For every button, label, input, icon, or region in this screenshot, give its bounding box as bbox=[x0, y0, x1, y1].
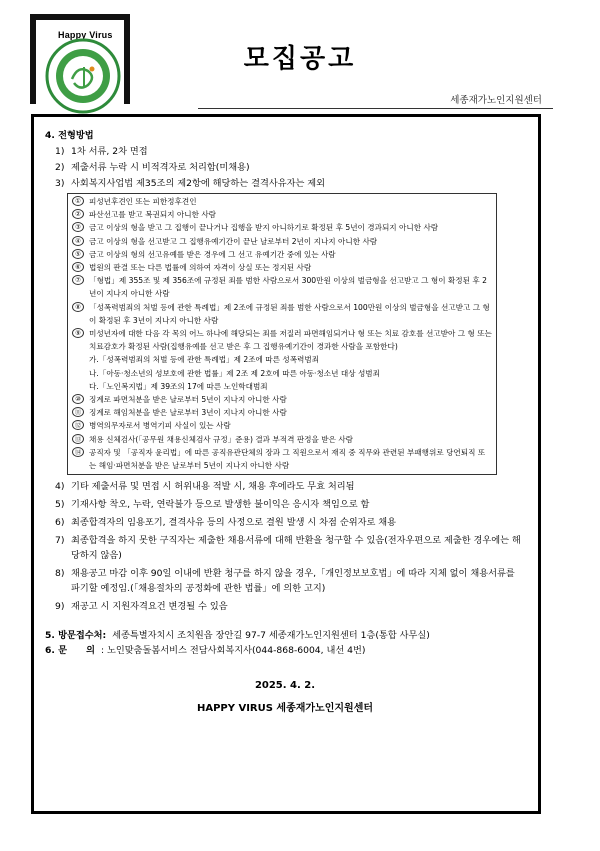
list-item: 9) 재공고 시 지원자격요건 변경될 수 있음 bbox=[55, 601, 228, 613]
list-item: ⑦ 「형법」제 355조 및 제 356조에 규정된 죄를 범한 사람으로서 300만원 이상의 벌금형을 선고받고 그 형이 확정된 후 2년이 지나지 아니한 사람 bbox=[72, 274, 492, 300]
method-list bbox=[45, 145, 525, 190]
list-item: ③ 금고 이상의 형을 받고 그 집행이 끝나거나 집행을 받지 아니하기로 확정된 후 5년이 경과되지 아니한 사람 bbox=[72, 221, 492, 234]
list-item: 6) 최종합격자의 임용포기, 결격사유 등의 사정으로 결원 발생 시 차점 순위자로 채용 bbox=[55, 517, 397, 529]
document-content bbox=[45, 127, 525, 714]
signature: HAPPY VIRUS 세종재가노인지원센터 bbox=[196, 703, 374, 715]
notice-date: 2025. 4. 2. bbox=[254, 680, 316, 692]
list-item: 1) 1차 서류, 2차 면접 bbox=[55, 146, 148, 157]
list-item: ① 피성년후견인 또는 피한정후견인 bbox=[72, 195, 492, 208]
list-item: ⑫ 병역의무자로서 병역기피 사실이 있는 사람 bbox=[72, 419, 492, 432]
sub-item: 다.「노인복지법」제 39조의 17에 따른 노인학대범죄 bbox=[89, 381, 268, 391]
logo-text: Happy Virus bbox=[58, 30, 113, 40]
inquiry: 6. 문 의 : 노인맞춤돌봄서비스 전담사회복지사(044-868-6004, 내선 4번) bbox=[45, 645, 366, 657]
list-item: 3) 사회복지사업법 제35조의 제2항에 해당하는 결격사유자는 제외 bbox=[55, 178, 326, 189]
method-list-continued bbox=[45, 479, 525, 614]
list-item: 2) 제출서류 누락 시 비적격자로 처리함(미채용) bbox=[55, 162, 250, 173]
list-item: ⑩ 징계로 파면처분을 받은 날로부터 5년이 지나지 아니한 사람 bbox=[72, 393, 492, 406]
list-item: ② 파산선고를 받고 복권되지 아니한 사람 bbox=[72, 208, 492, 221]
list-item: ⑬ 채용 신체검사(「공무원 채용신체검사 규정」준용) 결과 부적격 판정을 받은 사람 bbox=[72, 433, 492, 446]
org-name: 세종재가노인지원센터 bbox=[450, 95, 542, 106]
section-heading: 4. 전형방법 bbox=[45, 130, 94, 141]
header bbox=[0, 0, 600, 110]
page-title: 모집공고 bbox=[243, 44, 357, 74]
list-item: ⑥ 법원의 판결 또는 다른 법률에 의하여 자격이 상실 또는 정지된 사람 bbox=[72, 261, 492, 274]
sub-item: 가.「성폭력범죄의 처벌 등에 관한 특례법」제 2조에 따른 성폭력범죄 bbox=[89, 355, 320, 365]
contact-section bbox=[45, 628, 525, 658]
list-item: ⑤ 금고 이상의 형의 선고유예를 받은 경우에 그 선고 유예기간 중에 있는 사람 bbox=[72, 248, 492, 261]
list-item: ⑧ 「성폭력범죄의 처벌 등에 관한 특례법」제 2조에 규정된 죄를 범한 사람으로서 100만원 이상의 벌금형을 선고받고 그 형이 확정된 후 3년이 지나지 아니한 사람 bbox=[72, 301, 492, 327]
sub-item: 나.「아동·청소년의 성보호에 관한 법률」제 2조 제 2호에 따른 아동·청소년 대상 성범죄 bbox=[89, 368, 380, 378]
visit-address: 5. 방문접수처: 세종특별자치시 조치원읍 장안길 97-7 세종재가노인지원센터 1층(통합 사무실) bbox=[45, 630, 430, 642]
list-item: ⑭ 공직자 및 「공직자 윤리법」에 따른 공직유관단체의 장과 그 직원으로서 재직 중 직무와 관련된 부패행위로 당연퇴직 또는 해임·파면처분을 받은 날로부터 5년이 지나지 아니한 사람 bbox=[72, 446, 492, 472]
disqualification-box bbox=[67, 193, 497, 475]
list-item: 8) 채용공고 마감 이후 90일 이내에 반환 청구를 하지 않을 경우,「개인정보보호법」에 따라 지체 없이 채용서류를 파기할 예정임.(「채용절차의 공정화에 관한 법률」에 의한 고지) bbox=[55, 568, 515, 595]
list-item: 4) 기타 제출서류 및 면접 시 허위내용 적발 시, 채용 후에라도 무효 처리됨 bbox=[55, 481, 355, 493]
list-item: 7) 최종합격을 하지 못한 구직자는 제출한 채용서류에 대해 반환을 청구할 수 있음(전자우편으로 제출한 경우에는 해당하지 않음) bbox=[55, 535, 521, 562]
list-item: 5) 기재사항 착오, 누락, 연락불가 등으로 발생한 불이익은 응시자 책임으로 함 bbox=[55, 499, 370, 511]
list-item: ⑨ 미성년자에 대한 다음 각 목의 어느 하나에 해당되는 죄를 저질러 파면해임되거나 형 또는 치료 감호를 선고받아 그 형 또는 치료감호가 확정된 사람(집행유예를 선고 받은 후 그 집행유예기간이 경과한 사람을 포함한다) bbox=[72, 327, 492, 353]
list-item: ④ 금고 이상의 형을 선고받고 그 집행유예기간이 끝난 날로부터 2년이 지나지 아니한 사람 bbox=[72, 235, 492, 248]
list-item: ⑪ 징계로 해임처분을 받은 날로부터 3년이 지나지 아니한 사람 bbox=[72, 406, 492, 419]
